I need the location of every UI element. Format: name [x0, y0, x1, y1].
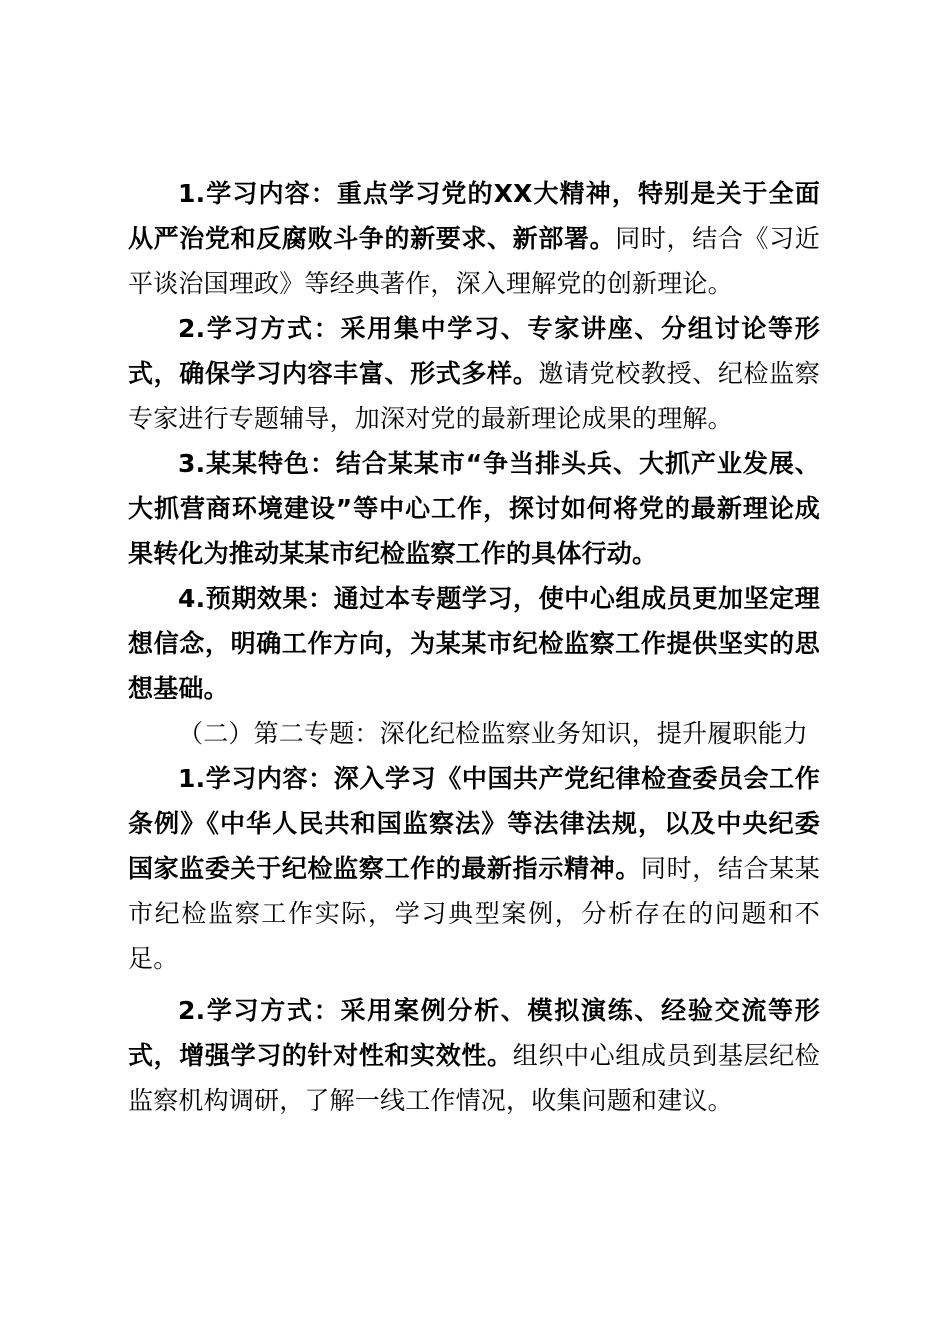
- paragraph-topic1-method: [128, 306, 820, 441]
- paragraph-body-text: 邀请党校教授、纪检监察专家进行专题辅导，加深对党的最新理论成果的理解。: [128, 359, 821, 433]
- paragraph-topic2-content: [128, 756, 820, 981]
- paragraph-lead-bold: 3.某某特色：结合某某市“争当排头兵、大抓产业发展、大抓营商环境建设”等中心工作，探讨如何将党的最新理论成果转化为推动某某市纪检监察工作的具体行动。: [128, 449, 820, 568]
- paragraph-topic1-feature: [128, 441, 820, 576]
- paragraph-lead-bold: 1.学习内容：重点学习党的XX大精神，特别是关于全面从严治党和反腐败斗争的新要求、新部署。: [128, 179, 820, 253]
- paragraph-topic2-method: [128, 988, 820, 1123]
- paragraph-topic1-content: [128, 171, 820, 306]
- section-heading-topic2: [128, 711, 820, 756]
- paragraph-lead-bold: 1.学习内容：深入学习《中国共产党纪律检查委员会工作条例》《中华人民共和国监察法》等法律法规，以及中央纪委国家监委关于纪检监察工作的最新指示精神。: [128, 764, 820, 883]
- paragraph-lead-bold: 4.预期效果：通过本专题学习，使中心组成员更加坚定理想信念，明确工作方向，为某某市纪检监察工作提供坚实的思想基础。: [128, 584, 820, 703]
- paragraph-body-text: 同时，结合《习近平谈治国理政》等经典著作，深入理解党的创新理论。: [128, 224, 820, 298]
- document-body: [128, 171, 820, 1123]
- paragraph-lead-bold: 2.学习方式：采用案例分析、模拟演练、经验交流等形式，增强学习的针对性和实效性。: [128, 996, 820, 1070]
- paragraph-body-text: 组织中心组成员到基层纪检监察机构调研，了解一线工作情况，收集问题和建议。: [128, 1041, 820, 1115]
- section-heading-text: （二）第二专题：深化纪检监察业务知识，提升履职能力: [178, 719, 809, 748]
- paragraph-lead-bold: 2.学习方式：采用集中学习、专家讲座、分组讨论等形式，确保学习内容丰富、形式多样。: [128, 314, 820, 388]
- paragraph-body-text: 同时，结合某某市纪检监察工作实际，学习典型案例，分析存在的问题和不足。: [128, 854, 820, 973]
- paragraph-topic1-effect: [128, 576, 820, 711]
